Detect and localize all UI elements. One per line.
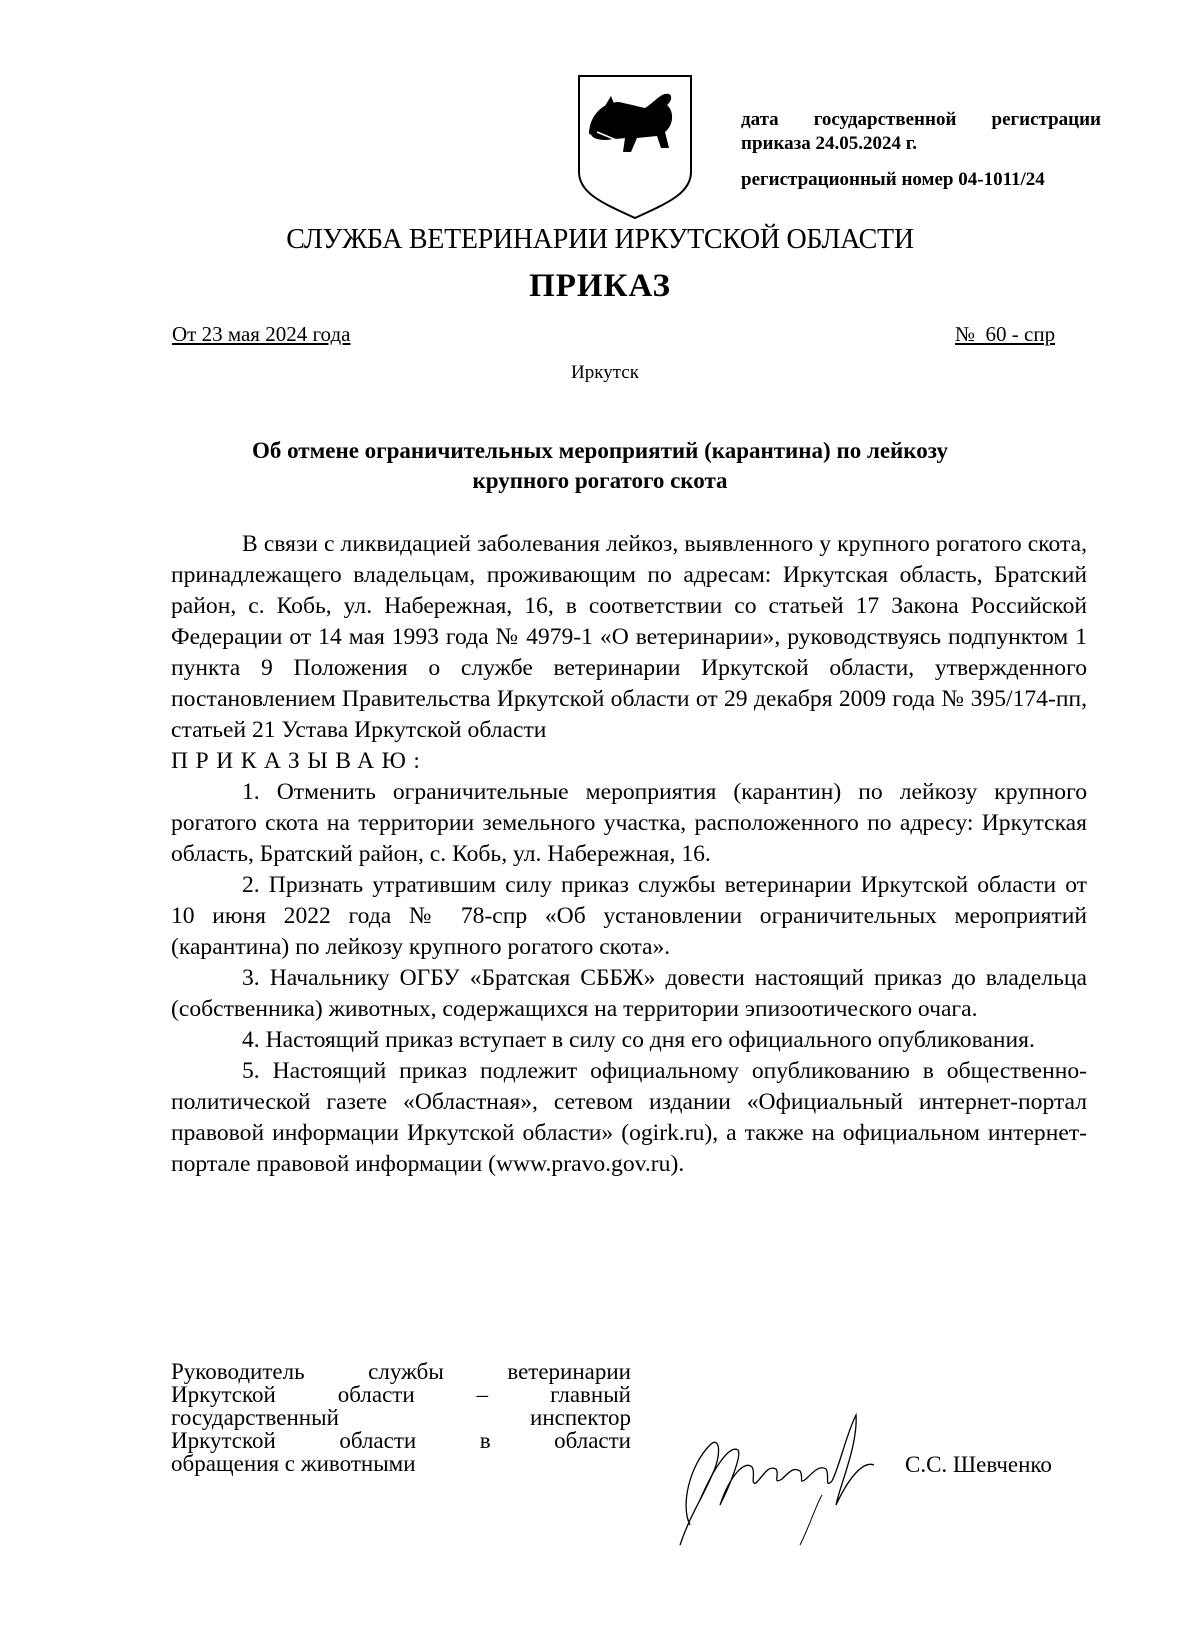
order-item-3: 3. Начальнику ОГБУ «Братская СББЖ» довести настоящий приказ до владельца (собственника) животных, содержащихся на территории эпизоотического очага. bbox=[171, 965, 1087, 1022]
order-item-2: 2. Признать утратившим силу приказ службы ветеринарии Иркутской области от 10 июня 2022 года № 78-спр «Об установлении ограничительных мероприятий (карантина) по лейкозу крупного рогатого скота». bbox=[171, 872, 1087, 960]
coat-of-arms-emblem bbox=[575, 72, 695, 222]
document-type-title: ПРИКАЗ bbox=[529, 268, 671, 304]
order-heading: Об отмене ограничительных мероприятий (карантина) по лейкозу крупного рогатого скота bbox=[251, 438, 949, 493]
orders-word: ПРИКАЗЫВАЮ: bbox=[171, 748, 428, 774]
agency-name: СЛУЖБА ВЕТЕРИНАРИИ ИРКУТСКОЙ ОБЛАСТИ bbox=[286, 224, 914, 255]
signer-name: С.С. Шевченко bbox=[905, 1452, 1052, 1477]
registration-date-label: дата государственной регистрации bbox=[741, 109, 1101, 130]
order-number: № 60 - спр bbox=[955, 322, 1056, 346]
order-body bbox=[171, 529, 1087, 1180]
signer-position: Руководитель службы ветеринарии Иркутской области – главный государственный инспектор Иркутской области в области обращения с животными bbox=[171, 1359, 631, 1476]
order-item-1: 1. Отменить ограничительные мероприятия (карантин) по лейкозу крупного рогатого скота на территории земельного участка, расположенного по адресу: Иркутская область, Братский район, с. Кобь, ул. Набережная, 16. bbox=[171, 779, 1087, 867]
registration-date: приказа 24.05.2024 г. bbox=[741, 133, 917, 154]
order-date: От 23 мая 2024 года bbox=[172, 322, 351, 346]
handwritten-signature bbox=[660, 1405, 900, 1555]
registration-block bbox=[741, 108, 1101, 192]
preamble-paragraph: В связи с ликвидацией заболевания лейкоз, выявленного у крупного рогатого скота, принадлежащего владельцам, проживающим по адресам: Иркутская область, Братский район, с. Кобь, ул. Набережная, 16, в соответствии со статьей 17 Закона Российской Федерации от 14 мая 1993 года № 4979-1 «О ветеринарии», руководствуясь подпунктом 1 пункта 9 Положения о службе ветеринарии Иркутской области, утвержденного постановлением Правительства Иркутской области от 29 декабря 2009 года № 395/174-пп, статьей 21 Устава Иркутской области bbox=[171, 531, 1087, 743]
order-city: Иркутск bbox=[571, 362, 639, 383]
order-item-4: 4. Настоящий приказ вступает в силу со дня его официального опубликования. bbox=[242, 1027, 1035, 1053]
registration-number: регистрационный номер 04-1011/24 bbox=[741, 169, 1045, 190]
order-item-5: 5. Настоящий приказ подлежит официальному опубликованию в общественно-политической газете «Областная», сетевом издании «Официальный интернет-портал правовой информации Иркутской области» (ogirk.ru), а также на официальном интернет-портале правовой информации (www.pravo.gov.ru). bbox=[171, 1058, 1087, 1177]
